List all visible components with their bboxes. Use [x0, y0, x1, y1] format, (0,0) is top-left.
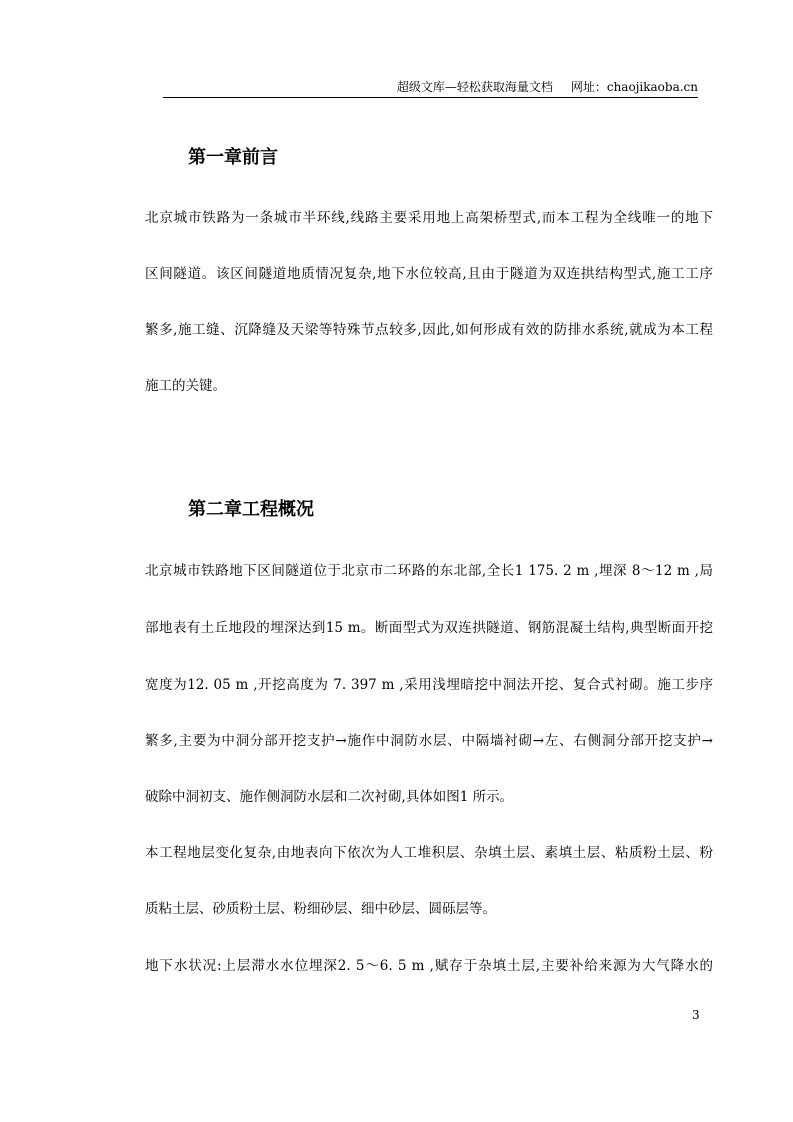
page-header	[379, 78, 698, 95]
paragraph-line: 质粘土层、砂质粉土层、粉细砂层、细中砂层、圆砾层等。	[145, 901, 496, 917]
paragraph-line: 本工程地层变化复杂,由地表向下依次为人工堆积层、杂填土层、素填土层、粘质粉土层、粉	[145, 845, 713, 861]
header-site: 超级文库—轻松获取海量文档	[396, 80, 553, 94]
page-number: 3	[692, 1008, 700, 1022]
paragraph-line: 北京城市铁路为一条城市半环线,线路主要采用地上高架桥型式,而本工程为全线唯一的地下	[145, 210, 713, 226]
chapter1-title: 第一章前言	[188, 147, 278, 168]
paragraph-line: 部地表有土丘地段的埋深达到15 m。断面型式为双连拱隧道、钢筋混凝土结构,典型断面开挖	[145, 620, 713, 636]
paragraph-line: 繁多,施工缝、沉降缝及天梁等特殊节点较多,因此,如何形成有效的防排水系统,就成为本工程	[145, 322, 713, 338]
header-rule	[163, 97, 698, 98]
paragraph-line: 地下水状况:上层滞水水位埋深2. 5～6. 5 m ,赋存于杂填土层,主要补给来源为大气降水的	[145, 958, 713, 974]
paragraph-line: 破除中洞初支、施作侧洞防水层和二次衬砌,具体如图1 所示。	[145, 789, 514, 805]
paragraph-line: 繁多,主要为中洞分部开挖支护→施作中洞防水层、中隔墙衬砌→左、右侧洞分部开挖支护→	[145, 733, 713, 749]
paragraph-line: 施工的关键。	[145, 378, 226, 394]
chapter2-title: 第二章工程概况	[188, 499, 314, 520]
paragraph-line: 宽度为12. 05 m ,开挖高度为 7. 397 m ,采用浅埋暗挖中洞法开挖、复合式衬砌。施工步序	[145, 677, 713, 693]
paragraph-line: 区间隧道。该区间隧道地质情况复杂,地下水位较高,且由于隧道为双连拱结构型式,施工工序	[145, 266, 713, 282]
header-url: 网址：chaojikaoba.cn	[570, 80, 698, 94]
paragraph-line: 北京城市铁路地下区间隧道位于北京市二环路的东北部,全长1 175. 2 m ,埋深 8～12 m ,局	[145, 563, 713, 579]
